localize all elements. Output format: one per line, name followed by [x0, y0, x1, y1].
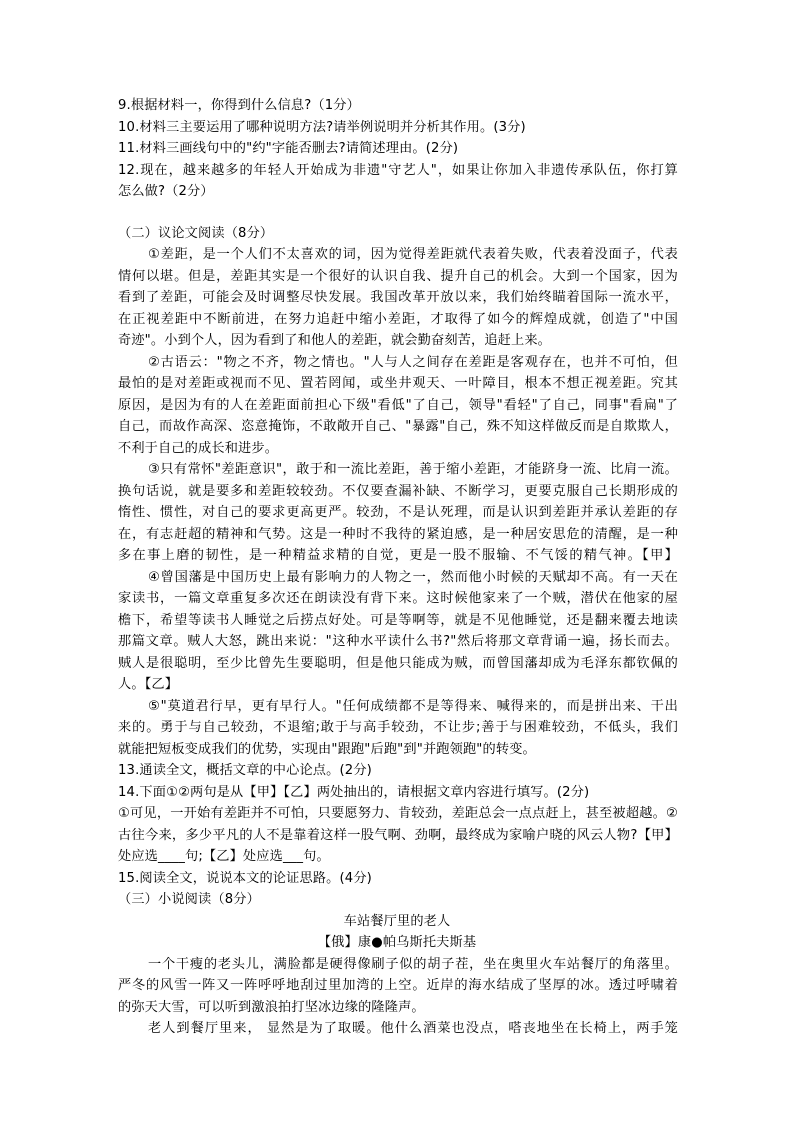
- paragraph-line: ②古语云："物之不齐，物之情也。"人与人之间存在差距是客观存在，也并不可怕，但: [148, 355, 678, 370]
- paragraph-line: 惰性、惯性，对自己的要求更高更严。较劲，不是认死理，而是认识到差距并承认差距的存: [118, 505, 678, 520]
- paragraph-line: 多在事上磨的韧性，是一种精益求精的自觉，更是一股不服输、不气馁的精气神。【甲】: [118, 548, 678, 563]
- section-3-heading: （三）小说阅读（8分）: [118, 892, 260, 907]
- paragraph-line: 不利于自己的成长和进步。: [118, 441, 279, 456]
- question-10: 10.材料三主要运用了哪种说明方法?请举例说明并分析其作用。(3分): [118, 120, 526, 135]
- paragraph-line: ③只有常怀"差距意识"，敢于和一流比差距，善于缩小差距，才能跻身一流、比肩一流。: [148, 462, 678, 477]
- question-14-sentence-1: ①可见，一开始有差距并不可怕，只要愿努力、肯较劲，差距总会一点点赶上，甚至被超越。②: [118, 806, 678, 821]
- question-14-sentence-2: 古往今来，多少平凡的人不是靠着这样一股气啊、劲啊，最终成为家喻户晓的风云人物?【甲】: [118, 828, 678, 843]
- question-12: 12.现在，越来越多的年轻人开始成为非遗"守艺人"，如果让你加入非遗传承队伍，你打算: [118, 163, 678, 178]
- question-11: 11.材料三画线句中的"约"字能否删去?请简述理由。(2分): [118, 141, 459, 156]
- question-12-cont: 怎么做?（2分）: [118, 184, 214, 199]
- paragraph-line: 就能把短板变成我们的优势，实现由"跟跑"后跑"到"并跑领跑"的转变。: [118, 742, 536, 757]
- story-author: 【俄】康●帕乌斯托夫斯基: [317, 935, 477, 950]
- story-title: 车站餐厅里的老人: [343, 914, 451, 929]
- paragraph-line: 在，有志赶超的精神和气势。这是一种时不我待的紧迫感，是一种居安思危的清醒，是一种: [118, 527, 678, 542]
- paragraph-line: 严冬的风雪一阵又一阵呼呼地刮过里加湾的上空。近岸的海水结成了坚厚的冰。透过呼啸着: [118, 978, 678, 993]
- paragraph-line: ④曾国藩是中国历史上最有影响力的人物之一，然而他小时候的天赋却不高。有一天在: [148, 570, 678, 585]
- question-15: 15.阅读全文，说说本文的论证思路。(4分): [118, 871, 372, 886]
- paragraph-line: 家读书，一篇文章重复多次还在朗读没有背下来。这时候他家来了一个贼，潜伏在他家的屋: [118, 591, 678, 606]
- question-13: 13.通读全文，概括文章的中心论点。(2分): [118, 763, 372, 778]
- question-14: 14.下面①②两句是从【甲】【乙】两处抽出的，请根据文章内容进行填写。(2分): [118, 785, 590, 800]
- paragraph-line: 原因，是因为有的人在差距面前担心下级"看低"了自己，领导"看轻"了自己，同事"看扁"了: [118, 398, 678, 413]
- paragraph-line: 那篇文章。贼人大怒，跳出来说："这种水平读什么书?"然后将那文章背诵一遍，扬长而去。: [118, 634, 678, 649]
- paragraph-line: 的弥天大雪，可以听到激浪拍打坚冰边缘的隆隆声。: [118, 1000, 425, 1015]
- paragraph-line: 最怕的是对差距或视而不见、置若罔闻，或坐井观天、一叶障目，根本不想正视差距。究其: [118, 376, 678, 391]
- paragraph-line: 自己，而故作高深、恣意掩饰，不敢敞开自己、"暴露"自己，殊不知这样做反而是自欺欺人，: [118, 419, 678, 434]
- question-9: 9.根据材料一，你得到什么信息?（1分）: [118, 98, 360, 113]
- section-2-heading: （二）议论文阅读（8分）: [118, 226, 274, 241]
- paragraph-line: ①差距，是一个人们不太喜欢的词，因为觉得差距就代表着失败，代表着没面子，代表: [148, 247, 678, 262]
- paragraph-line: 老人到餐厅里来， 显然是为了取暖。他什么酒菜也没点，嗒丧地坐在长椅上，两手笼: [148, 1021, 678, 1036]
- paragraph-line: 奇迹"。小到个人，因为看到了和他人的差距，就会勤奋刻苦，追赶上来。: [118, 333, 552, 348]
- paragraph-line: 来的。勇于与自己较劲，不退缩;敢于与高手较劲，不让步;善于与困难较劲，不低头，我们: [118, 720, 678, 735]
- question-14-blanks: 处应选____句;【乙】处应选___句。: [118, 849, 330, 864]
- paragraph-line: 一个干瘦的老头儿，满脸都是硬得像刷子似的胡子茬，坐在奥里火车站餐厅的角落里。: [148, 957, 678, 972]
- paragraph-line: 换句话说，就是要多和差距较较劲。不仅要查漏补缺、不断学习，更要克服自己长期形成的: [118, 484, 678, 499]
- paragraph-line: 人。【乙】: [118, 677, 179, 692]
- paragraph-line: ⑤"莫道君行早，更有早行人。"任何成绩都不是等得来、喊得来的，而是拼出来、干出: [148, 699, 678, 714]
- paragraph-line: 情何以堪。但是，差距其实是一个很好的认识自我、提升自己的机会。大到一个国家，因为: [118, 269, 678, 284]
- paragraph-line: 贼人是很聪明，至少比曾先生要聪明，但是他只能成为贼，而曾国藩却成为毛泽东都钦佩的: [118, 656, 678, 671]
- paragraph-line: 檐下，希望等读书人睡觉之后捞点好处。可是等啊等，就是不见他睡觉，还是翻来覆去地读: [118, 613, 678, 628]
- paragraph-line: 在正视差距中不断前进，在努力追赶中缩小差距，才取得了如今的辉煌成就，创造了"中国: [118, 312, 678, 327]
- paragraph-line: 看到了差距，可能会及时调整尽快发展。我国改革开放以来，我们始终瞄着国际一流水平，: [118, 290, 678, 305]
